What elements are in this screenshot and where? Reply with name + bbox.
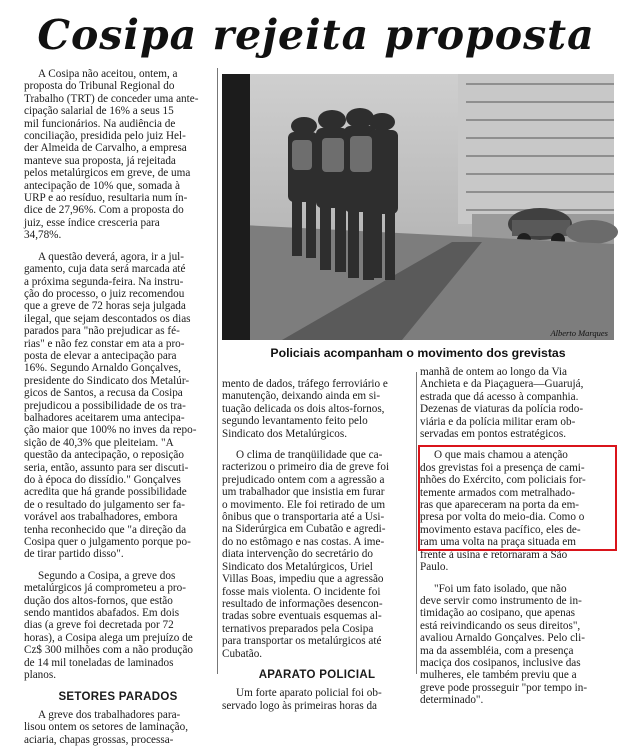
paragraph: "Foi um fato isolado, que não deve servir como instrumento de in- timidação ao cosipano, que apenas está reivindicando os seus direitos", avaliou Arnaldo Gonçalves. Pelo cli- ma da assembléia, com a presença maciça dos cosipanos, inclusive das mulheres, ele também previu que a greve pode prosseguir "por tempo in- determinado". [420,582,588,707]
paragraph: O clima de tranqüilidade que ca- racterizou o primeiro dia de greve foi prejudicado ontem com a agressão a um trabalhador que insistia em furar o movimento. Ele foi retirado de um ônibus que o transportaria até a Usi- na Siderúrgica em Cubatão e agredi- do no estômago e nas costas. A ime- diata intervenção do secretário do Sindicato dos Metalúrgicos, Uriel Villas Boas, impediu que a agressão fosse mais violenta. O incidente foi resultado de informações desencon- tradas sobre eventuais esquemas al- ternativos preparados pela Cosipa para transportar os metalúrgicos até Cubatão. [222,449,390,660]
column-rule [416,372,417,674]
paragraph: Segundo a Cosipa, a greve dos metalúrgicos já comprometeu a pro- dução dos altos-fornos, que estão sendo mantidos abafados. Em dois dias (a greve foi decretada por 72 horas), a Cosipa alega um prejuízo de Cz$ 300 milhões com a não produção de 14 mil toneladas de laminados planos. [24,569,194,682]
headline: Cosipa rejeita proposta [37,11,595,59]
news-photo-image [222,74,614,340]
photo-credit: Alberto Marques [550,328,608,338]
paragraph: A greve dos trabalhadores para- lisou ontem os setores de laminação, aciaria, chapas grossas, processa- [24,708,189,746]
subheading-aparato-policial: APARATO POLICIAL [258,668,376,681]
news-photo [222,74,614,340]
paragraph: Um forte aparato policial foi ob- servado logo às primeiras horas da [222,687,382,712]
paragraph: A Cosipa não aceitou, ontem, a proposta do Tribunal Regional do Trabalho (TRT) de conceder uma ante- cipação salarial de 16% a seus 15 mil funcionários. Na audiência de conciliação, presidida pelo juiz Hel- der Almeida de Carvalho, a empresa manteve sua proposta, já rejeitada pelos metalúrgicos em greve, de uma antecipação de 10% que, somada à URP e ao resíduo, resultaria num ín- dice de 27,96%. Com a proposta do juiz, esse índice cresceria para 34,78%. [24,68,199,242]
subheading-setores-parados: SETORES PARADOS [58,690,178,703]
paragraph: A questão deverá, agora, ir a jul- gamento, cuja data será marcada até a próxima segunda-feira. Na instru- ção do processo, o juiz recomendou que a greve de 72 horas seja julgada ilegal, que sejam descontados os dias parados para "não prejudicar as fé- rias" e não fez constar em ata a pro- posta de elevar a antecipação para 16%. Segundo Arnaldo Gonçalves, presidente do Sindicato dos Metalúr- gicos de Santos, a recusa da Cosipa prejudicou a possibilidade de os tra- balhadores aceitarem uma antecipa- ção maior que 100% no inves da repo- sição de 40,3% que pleiteiam. "A questão da antecipação, o reposição seria, então, assunto para ser discuti- do à época do dissídio." Gonçalves acredita que há grande possibilidade de o resultado do julgamento ser fa- vorável aos trabalhadores, embora tenha reconhecido que "a direção da Cosipa quer o julgamento porque po- de tirar partido disso". [24,250,197,561]
paragraph: manhã de ontem ao longo da Via Anchieta e da Piaçaguera—Guarujá, estrada que dá acesso à companhia. Dezenas de viaturas da polícia rodo- viária e da polícia militar eram ob- servadas em pontos estratégicos. [420,366,584,441]
photo-caption: Policiais acompanham o movimento dos grevistas [270,346,566,360]
paragraph: mento de dados, tráfego ferroviário e manutenção, deixando ainda em si- tuação delicada os dois altos-fornos, segundo levantamento feito pelo Sindicato dos Metalúrgicos. [222,378,388,440]
article-column-1 [24,68,212,746]
paragraph: O que mais chamou a atenção dos grevistas foi a presença de cami- nhões do Exército, com policiais for- temente armados com metralhado- ras que apareceram na porta da em- presa por volta do meio-dia. Como o movimento estava pacífico, eles de- ram uma volta na praça situada em frente à usina e retornaram a São Paulo. [420,449,586,574]
article-column-3 [420,366,613,707]
column-rule [217,68,218,674]
article-column-2 [222,378,412,712]
